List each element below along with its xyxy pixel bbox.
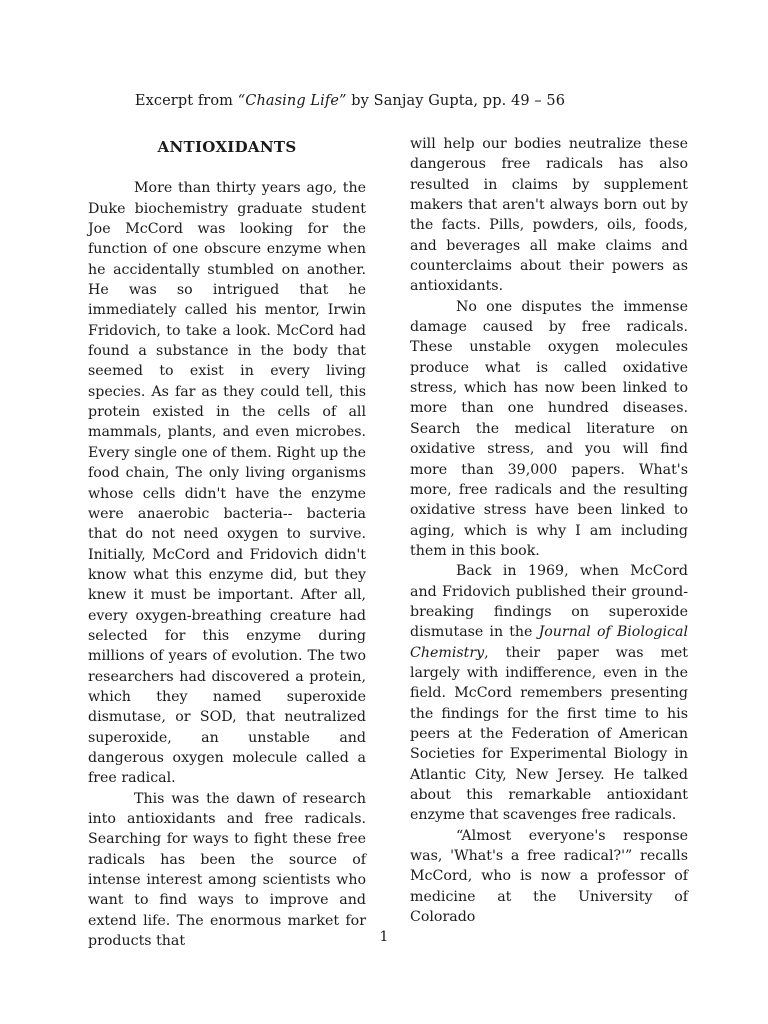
paragraph: “Almost everyone's response was, 'What's a free radical?'” recalls McCord, who is now a professor of medicine at the University of Colorado	[410, 827, 688, 926]
paragraph-text: Back in 1969, when McCord and Fridovich published their ground-breaking findings on superoxide dismutase in the	[410, 563, 688, 641]
paragraph-text: , their paper was met largely with indifference, even in the field. McCord remembers presenting the findings for the first time to his peers at the Federation of American Societies for Experimental Biology in Atlantic City, New Jersey. He talked about this remarkable antioxidant enzyme that scavenges free radicals.	[410, 644, 688, 824]
paragraph	[410, 561, 688, 825]
header-prefix: Excerpt from	[134, 93, 238, 109]
excerpt-header	[0, 93, 700, 109]
left-column	[88, 134, 366, 951]
journal-title: Journal of Biological Chemistry	[410, 624, 688, 661]
paragraph: More than thirty years ago, the Duke biochemistry graduate student Joe McCord was looking for the function of one obscure enzyme when he accidentally stumbled on another. He was so intrigued that he immediately called his mentor, Irwin Fridovich, to take a look. McCord had found a substance in the body that seemed to exist in every living species. As far as they could tell, this protein existed in the cells of all mammals, plants, and even microbes. Every single one of them. Right up the food chain, The only living organisms whose cells didn't have the enzyme were anaerobic bacteria-- bacteria that do not need oxygen to survive. Initially, McCord and Fridovich didn't know what this enzyme did, but they knew it must be important. After all, every oxygen-breathing creature had selected for this enzyme during millions of years of evolution. The two researchers had discovered a protein, which they named superoxide dismutase, or SOD, that neutralized superoxide, an unstable and dangerous oxygen molecule called a free radical.	[88, 180, 366, 787]
header-suffix: by Sanjay Gupta, pp. 49 – 56	[346, 93, 566, 109]
page-number: 1	[379, 929, 389, 945]
paragraph: No one disputes the immense damage caused by free radicals. These unstable oxygen molecules produce what is called oxidative stress, which has now been linked to more than one hundred diseases. Search the medical literature on oxidative stress, and you will find more than 39,000 papers. What's more, free radicals and the resulting oxidative stress have been linked to aging, which is why I am including them in this book.	[410, 298, 688, 559]
right-column	[410, 134, 688, 927]
paragraph-continued: will help our bodies neutralize these dangerous free radicals has also resulted in claims by supplement makers that aren't always born out by the facts. Pills, powders, oils, foods, and beverages all make claims and counterclaims about their powers as antioxidants.	[410, 136, 688, 295]
section-heading: ANTIOXIDANTS	[157, 138, 297, 156]
book-title: “Chasing Life”	[237, 93, 347, 109]
paragraph: This was the dawn of research into antioxidants and free radicals. Searching for ways to fight these free radicals has been the source of intense interest among scientists who want to find ways to improve and extend life. The enormous market for products that	[88, 790, 366, 950]
